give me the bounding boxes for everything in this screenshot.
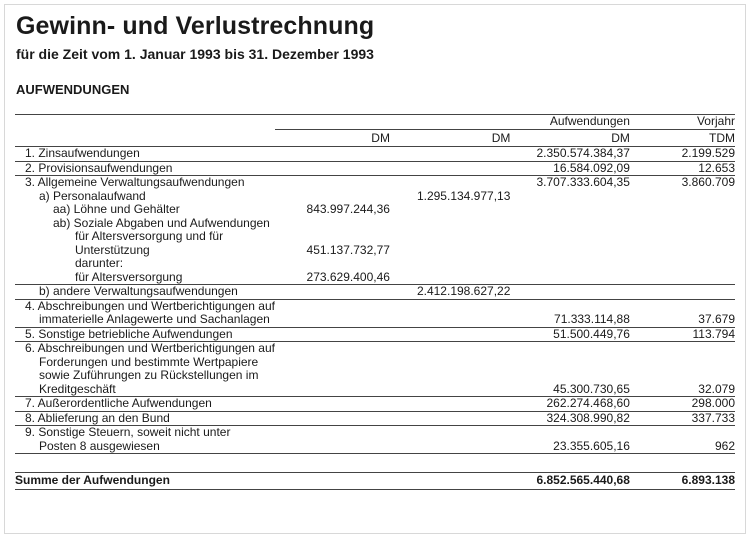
header-vorjahr: Vorjahr [696,114,735,128]
row-label: a) Personalaufwand [39,188,146,203]
row-label: 7. Außerordentliche Aufwendungen [15,397,275,412]
row-label: 3. Allgemeine Verwaltungsaufwendungen [15,176,275,190]
row-label: immaterielle Anlagewerte und Sachanlagen [39,312,270,326]
table-row [15,217,735,231]
row-label: aa) Löhne und Gehälter [53,202,180,216]
table-row [15,426,735,440]
row-label: 1. Zinsaufwendungen [15,147,275,162]
table-row [15,327,735,342]
row-label: ab) Soziale Abgaben und Aufwendungen [53,215,270,230]
total-prior-year: 6.893.138 [630,473,735,490]
table-row [15,342,735,356]
header-row-units [15,130,735,147]
row-value: 16.584.092,09 [510,161,630,176]
table-row [15,203,735,217]
row-value: 324.308.990,82 [510,411,630,426]
total-label: Summe der Aufwendungen [15,473,275,490]
row-prior-year: 298.000 [630,397,735,412]
row-label: darunter: [75,256,124,270]
row-prior-year: 12.653 [630,161,735,176]
row-label: Forderungen und bestimmte Wertpapiere [39,354,259,369]
row-prior-year: 962 [714,438,735,453]
row-prior-year: 337.733 [630,411,735,426]
header-row-top [15,115,735,130]
table-row [15,161,735,176]
table-row [15,440,735,454]
total-value: 6.852.565.440,68 [510,473,630,490]
page-subtitle: für die Zeit vom 1. Januar 1993 bis 31. Dezember 1993 [16,46,374,62]
row-prior-year: 2.199.529 [630,147,735,162]
income-statement-table [15,114,735,490]
row-label: sowie Zuführungen zu Rückstellungen im [39,368,259,382]
row-value: 273.629.400,46 [306,269,390,284]
row-label: Unterstützung [75,242,150,257]
header-tdm-col: TDM [630,130,735,147]
table-row [15,397,735,412]
row-value: 45.300.730,65 [553,381,630,396]
table-row [15,356,735,370]
table-row [15,313,735,327]
row-label: für Altersversorgung und für [75,229,224,243]
table-row [15,271,735,285]
table-row [15,230,735,244]
table-row [15,369,735,383]
table-row [15,411,735,426]
total-row [15,473,735,490]
row-label: 2. Provisionsaufwendungen [15,161,275,176]
row-label: 4. Abschreibungen und Wertberichtigungen auf [15,299,275,313]
table-row [15,147,735,162]
row-value: 71.333.114,88 [554,312,630,326]
row-label: 6. Abschreibungen und Wertberichtigungen auf [15,342,275,356]
row-label: Kreditgeschäft [39,381,116,396]
table-row [15,285,735,300]
row-value: 2.412.198.627,22 [390,285,510,300]
row-label: b) andere Verwaltungsaufwendungen [15,285,275,300]
spacer-row [15,454,735,473]
table-row [15,190,735,204]
table-row [15,299,735,313]
row-prior-year: 3.860.709 [630,176,735,190]
row-label: 9. Sonstige Steuern, soweit nicht unter [15,426,275,440]
row-value: 51.500.449,76 [510,327,630,342]
header-aufwendungen: Aufwendungen [549,114,630,128]
row-prior-year: 32.079 [698,381,735,396]
table-row [15,176,735,190]
row-label: für Altersversorgung [75,269,183,284]
table-row [15,257,735,271]
row-value: 451.137.732,77 [306,242,390,257]
header-dm-col1: DM [275,130,390,147]
header-dm-col2: DM [390,130,510,147]
section-heading: AUFWENDUNGEN [16,82,130,97]
page-title: Gewinn- und Verlustrechnung [16,12,375,40]
row-label: Posten 8 ausgewiesen [39,438,160,453]
row-value: 2.350.574.384,37 [510,147,630,162]
header-dm-col3: DM [510,130,630,147]
row-prior-year: 113.794 [630,327,735,342]
row-value: 262.274.468,60 [510,397,630,412]
row-value: 3.707.333.604,35 [510,176,630,190]
row-value: 1.295.134.977,13 [416,188,511,203]
table-row [15,244,735,258]
row-label: 5. Sonstige betriebliche Aufwendungen [15,327,275,342]
table-row [15,383,735,397]
row-label: 8. Ablieferung an den Bund [15,411,275,426]
row-value: 843.997.244,36 [306,202,390,216]
row-value: 23.355.605,16 [553,438,630,453]
row-prior-year: 37.679 [698,312,735,326]
